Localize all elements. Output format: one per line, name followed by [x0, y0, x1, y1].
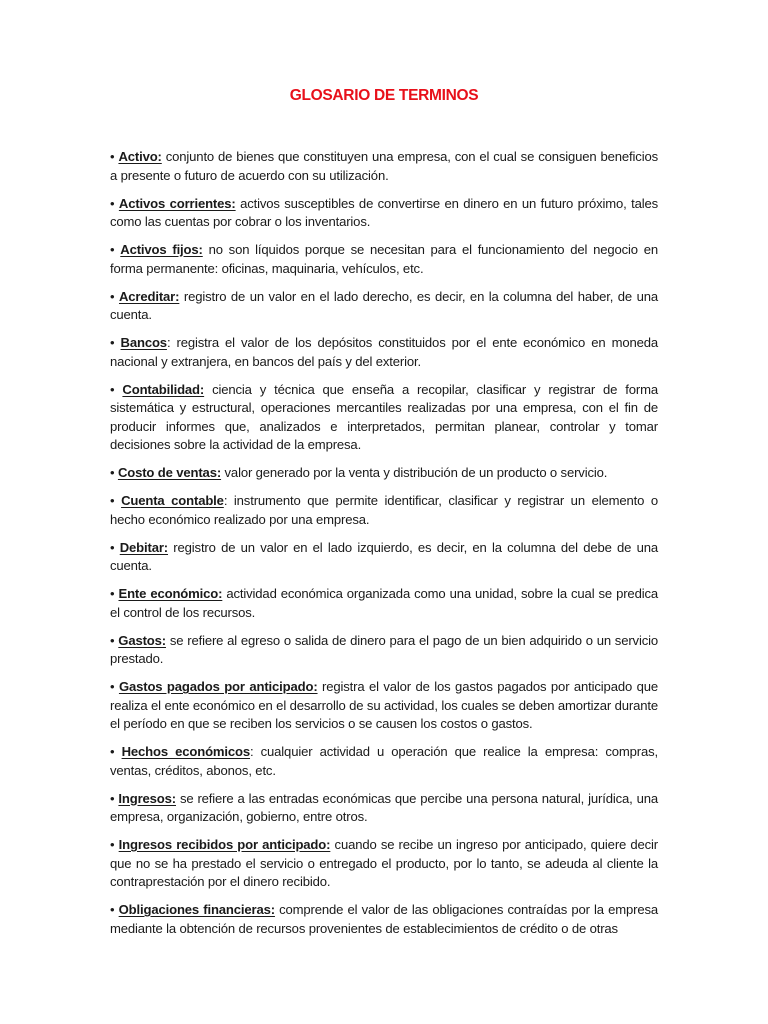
- bullet-icon: •: [110, 465, 115, 480]
- glossary-term: Acreditar:: [118, 288, 180, 304]
- glossary-entry: [110, 381, 658, 455]
- glossary-entry: [110, 790, 658, 827]
- glossary-entry: [110, 539, 658, 576]
- glossary-definition: : registra el valor de los depósitos constituidos por el ente económico en moneda nacional y extranjera, en bancos del país y del exterior.: [110, 335, 658, 369]
- glossary-term: Gastos:: [118, 632, 166, 648]
- glossary-list: [110, 148, 658, 948]
- glossary-entry: [110, 743, 658, 780]
- glossary-term: Cuenta contable: [121, 493, 224, 508]
- bullet-icon: •: [110, 493, 115, 508]
- glossary-entry: [110, 464, 658, 483]
- glossary-term: Bancos: [120, 335, 167, 350]
- bullet-icon: •: [110, 586, 115, 601]
- glossary-definition: activos susceptibles de convertirse en dinero en un futuro próximo, tales como las cuentas por cobrar o los inventarios.: [110, 195, 658, 229]
- bullet-icon: •: [110, 837, 115, 852]
- bullet-icon: •: [110, 242, 115, 257]
- glossary-definition: valor generado por la venta y distribución de un producto o servicio.: [221, 465, 608, 480]
- glossary-entry: [110, 632, 658, 669]
- glossary-term: Costo de ventas:: [117, 465, 222, 480]
- glossary-definition: no son líquidos porque se necesitan para el funcionamiento del negocio en forma permanente: oficinas, maquinaria, vehículos, etc.: [110, 242, 658, 276]
- glossary-definition: se refiere al egreso o salida de dinero para el pago de un bien adquirido o un servicio prestado.: [110, 632, 658, 666]
- bullet-icon: •: [110, 744, 115, 759]
- glossary-definition: registra el valor de los gastos pagados por anticipado que realiza el ente económico en el desarrollo de su actividad, los cuales se deben amortizar durante el período en que se reciben los servicios o se causen los costos o gastos.: [110, 679, 658, 731]
- glossary-definition: ciencia y técnica que enseña a recopilar, clasificar y registrar de forma sistemática y estructural, operaciones mercantiles realizadas por una empresa, con el fin de producir informes que, analizados e interpretados, permitan planear, controlar y tomar decisiones sobre la actividad de la empresa.: [110, 381, 659, 452]
- glossary-entry: [110, 678, 658, 734]
- bullet-icon: •: [110, 149, 115, 164]
- glossary-definition: : cualquier actividad u operación que realice la empresa: compras, ventas, créditos, abonos, etc.: [110, 744, 658, 778]
- bullet-icon: •: [110, 288, 115, 304]
- glossary-definition: actividad económica organizada como una unidad, sobre la cual se predica el control de los recursos.: [110, 586, 658, 620]
- glossary-entry: [110, 836, 658, 892]
- glossary-entry: [110, 334, 658, 371]
- glossary-term: Ente económico:: [118, 586, 223, 601]
- bullet-icon: •: [110, 539, 115, 555]
- glossary-term: Ingresos recibidos por anticipado:: [118, 837, 331, 852]
- glossary-entry: [110, 901, 658, 938]
- glossary-term: Activos corrientes:: [118, 195, 236, 211]
- bullet-icon: •: [110, 679, 115, 694]
- glossary-term: Obligaciones financieras:: [118, 902, 275, 917]
- bullet-icon: •: [110, 632, 115, 648]
- glossary-entry: [110, 148, 658, 185]
- glossary-term: Contabilidad:: [122, 381, 205, 397]
- glossary-term: Activo:: [118, 149, 162, 164]
- glossary-definition: registro de un valor en el lado derecho, es decir, en la columna del haber, de una cuenta.: [110, 288, 658, 322]
- glossary-entry: [110, 492, 658, 529]
- glossary-entry: [110, 585, 658, 622]
- glossary-term: Hechos económicos: [121, 744, 251, 759]
- glossary-entry: [110, 288, 658, 325]
- bullet-icon: •: [110, 902, 115, 917]
- bullet-icon: •: [110, 195, 115, 211]
- glossary-definition: registro de un valor en el lado izquierdo, es decir, en la columna del debe de una cuenta.: [110, 539, 658, 573]
- page-title: GLOSARIO DE TERMINOS: [289, 87, 479, 104]
- glossary-definition: conjunto de bienes que constituyen una empresa, con el cual se consiguen beneficios a presente o futuro de acuerdo con su utilización.: [110, 149, 658, 183]
- glossary-term: Ingresos:: [118, 790, 176, 806]
- bullet-icon: •: [110, 335, 115, 350]
- glossary-term: Debitar:: [119, 539, 169, 555]
- bullet-icon: •: [110, 381, 115, 397]
- glossary-term: Gastos pagados por anticipado:: [118, 679, 318, 694]
- glossary-term: Activos fijos:: [120, 242, 203, 257]
- glossary-definition: comprende el valor de las obligaciones contraídas por la empresa mediante la obtención de recursos provenientes de establecimientos de crédito o de otras: [110, 902, 658, 936]
- glossary-definition: : instrumento que permite identificar, clasificar y registrar un elemento o hecho económico realizado por una empresa.: [110, 493, 658, 527]
- glossary-entry: [110, 241, 658, 278]
- glossary-definition: cuando se recibe un ingreso por anticipado, quiere decir que no se ha prestado el servicio o entregado el producto, por lo tanto, se adeuda al cliente la contraprestación por el dinero recibido.: [110, 837, 658, 889]
- glossary-definition: se refiere a las entradas económicas que percibe una persona natural, jurídica, una empresa, organización, gobierno, entre otros.: [110, 790, 658, 824]
- glossary-entry: [110, 195, 658, 232]
- bullet-icon: •: [110, 790, 115, 806]
